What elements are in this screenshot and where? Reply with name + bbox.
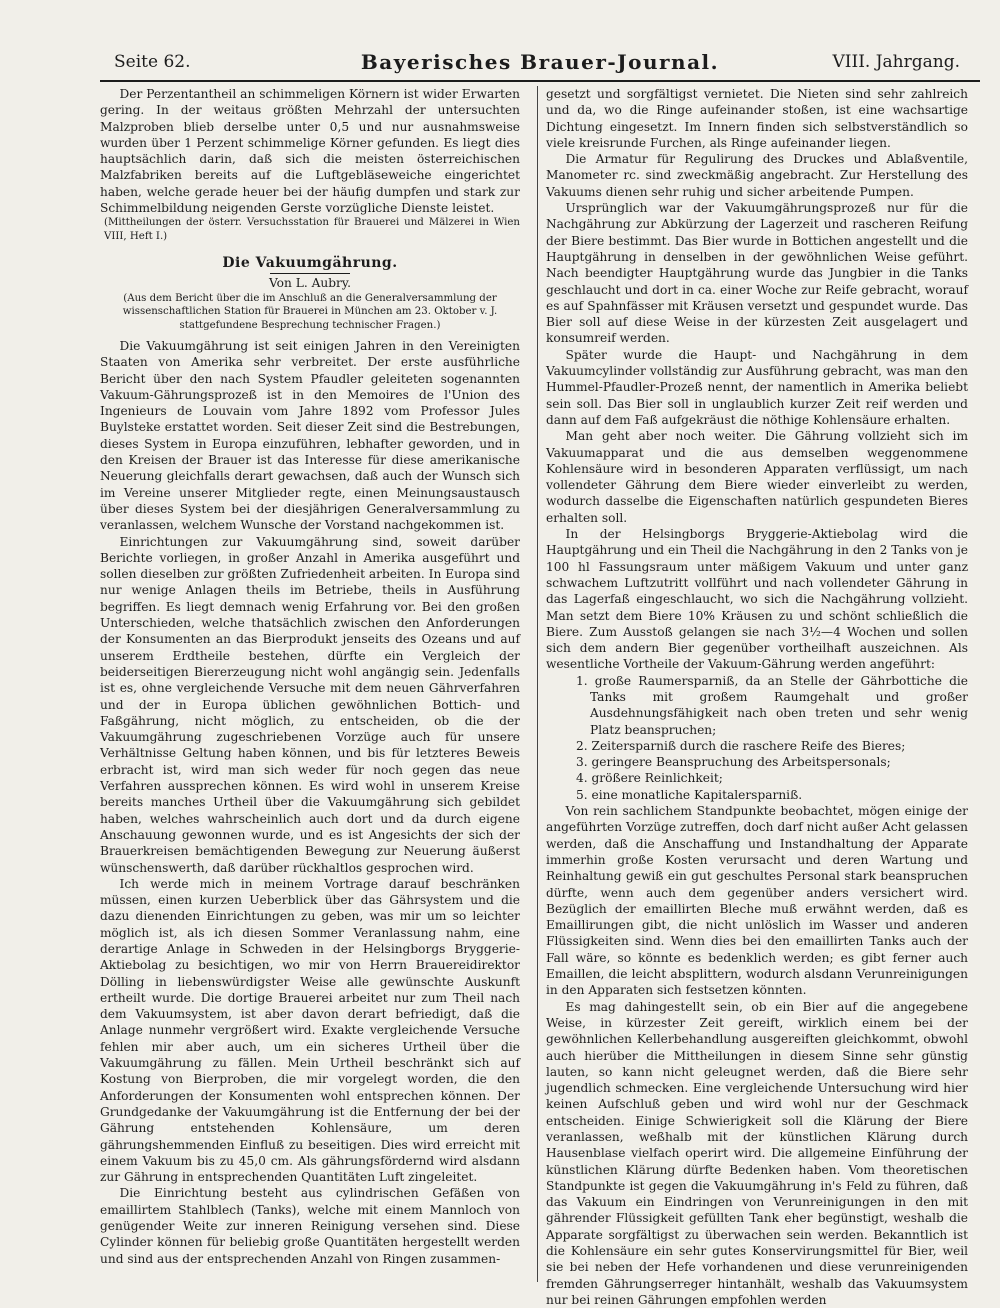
list-item: 2. Zeitersparniß durch die raschere Reife des Bieres; <box>576 738 906 753</box>
list-item: 5. eine monatliche Kapitalersparniß. <box>576 787 803 802</box>
body-paragraph: Von rein sachlichem Standpunkte beobachtet, mögen einige der angeführten Vorzüge zutreffen, doch darf nicht außer Acht gelassen werden, daß die Anschaffung und Instandhaltung der Apparate immerhin große Kosten verursacht und deren Wartung und Reinhaltung gewiß ein gut geschultes Personal stark beanspruchen dürfte, wenn auch dem gegenüber anders versichert wird. Bezüglich der emaillirten Bleche muß erwähnt werden, daß es Emaillirungen gibt, die nicht unlöslich im Wasser und anderen Flüssigkeiten sind. Wenn dies bei den emaillirten Tanks auch der Fall wäre, so könnte es bedenklich werden; es gibt ferner auch Emaillen, die leicht absplittern, wodurch alsdann Verunreinigungen in den Apparaten sich festsetzen könnten. <box>546 804 969 998</box>
body-paragraph: In der Helsingborgs Bryggerie-Aktiebolag wird die Hauptgährung und ein Theil die Nachgährung in den 2 Tanks von je 100 hl Fassungsraum unter mäßigem Vakuum und unter ganz schwachem Luftzutritt vollführt und nach vollendeter Gährung in das Lagerfaß eingeschlaucht, wo sich die Nachgährung vollzieht. Man setzt dem Biere 10% Kräusen zu und schönt schließlich die Biere. Zum Ausstoß gelangen sie nach 3½—4 Wochen und sollen sich dem andern Bier gegenüber vortheilhaft auszeichnen. Als wesentliche Vortheile der Vakuum-Gährung werden angeführt: <box>546 527 968 672</box>
body-paragraph: Einrichtungen zur Vakuumgährung sind, soweit darüber Berichte vorliegen, in großer Anzahl in Amerika ausgeführt und sollen dieselben zur größten Zufriedenheit arbeiten. In Europa sind nur wenige Anlagen theils im Betriebe, theils in Ausführung begriffen. Es liegt demnach wenig Erfahrung vor. Bei den großen Unterschieden, welche thatsächlich zwischen den Anforderungen der Konsumenten an das Bierprodukt jenseits des Ozeans und auf unserem Erdtheile bestehen, dürfte ein Vergleich der beiderseitigen Biererzeugung nicht wohl angängig sein. Jedenfalls ist es, ohne vergleichende Versuche mit dem neuen Gährverfahren und der in Europa üblichen gewöhnlichen Bottich- und Faßgährung, nicht möglich, zu entscheiden, ob die der Vakuumgährung zugeschriebenen Vorzüge auch für unsere Verhältnisse Geltung haben können, und bis für letzteres Beweis erbracht ist, wird man sich weder für noch gegen das neue Verfahren aussprechen können. Es wird wohl in unserem Kreise bereits manches Urtheil über die Vakuumgährung sich gebildet haben, welches wahrscheinlich auch dort und da durch eigene Anschauung gewonnen wurde, und es ist Angesichts der sich der Brauerkreisen bemächtigenden Bewegung zur Neuerung äußerst wünschenswerth, daß darüber rückhaltlos gesprochen wird. <box>100 534 520 875</box>
body-paragraph: gesetzt und sorgfältigst vernietet. Die Nieten sind sehr zahlreich und da, wo die Ringe aufeinander stoßen, ist eine wachsartige Dichtung eingesetzt. Im Innern finden sich selbstverständlich so viele kreisrunde Furchen, als Ringe aufeinander liegen. <box>546 87 968 150</box>
list-item: 1. große Raumersparniß, da an Stelle der Gährbottiche die Tanks mit großem Raumgehalt und großer Ausdehnungsfähigkeit nach oben treten und sehr wenig Platz beanspruchen; <box>576 673 968 737</box>
intro-paragraph: Der Perzentantheil an schimmeligen Körnern ist wider Erwarten gering. In der weitaus größten Mehrzahl der untersuchten Malzproben blieb derselbe unter 0,5 und nur ausnahmsweise wurden über 1 Perzent schimmelige Körner gefunden. Es liegt dies hauptsächlich darin, daß sich die meisten österreichischen Malzfabriken bereits auf die Luftgebläseweiche eingerichtet haben, welche gerade heuer bei der häufig dumpfen und stark zur Schimmelbildung neigenden Gerste vorzügliche Dienste leistet. <box>100 87 520 216</box>
title-rule <box>270 273 350 274</box>
source-note: (Mittheilungen der österr. Versuchsstation für Brauerei und Mälzerei in Wien VIII, Heft I.) <box>104 217 520 242</box>
journal-title: Bayerisches Brauer-Journal. <box>360 50 720 74</box>
left-column <box>100 86 520 1267</box>
right-column <box>546 86 968 1308</box>
body-paragraph: Ich werde mich in meinem Vortrage darauf beschränken müssen, einen kurzen Ueberblick über das Gährsystem und die dazu dienenden Einrichtungen zu geben, was mir um so leichter möglich ist, als ich diesen Sommer Veranlassung nahm, eine derartige Anlage in Schweden in der Helsingborgs Bryggerie-Aktiebolag zu besichtigen, wo mir von Herrn Brauereidirektor Dölling in liebenswürdigster Weise alle gewünschte Auskunft ertheilt wurde. Die dortige Brauerei arbeitet nur zum Theil nach dem Vakuumsystem, ist aber davon derart befriedigt, daß die Anlage nunmehr vergrößert wird. Exakte vergleichende Versuche fehlen mir aber auch, um ein sicheres Urtheil über die Vakuumgährung zu fällen. Mein Urtheil beschränkt sich auf Kostung von Bierproben, die mir vorgelegt worden, die den Anforderungen der Konsumenten wohl entsprechen können. Der Grundgedanke der Vakuumgährung ist die Entfernung der bei der Gährung entstehenden Kohlensäure, um deren gährungshemmenden Einfluß zu beseitigen. Dies wird erreicht mit einem Vakuum bis zu 45,0 cm. Als gährungsfördernd wird alsdann zur Gährung in entsprechenden Quantitäten Luft zingeleitet. <box>100 876 520 1185</box>
body-paragraph: Es mag dahingestellt sein, ob ein Bier auf die angegebene Weise, in kürzester Zeit gereift, wirklich einem bei der gewöhnlichen Kellerbehandlung ausgereiften gleichkommt, obwohl auch hierüber die Mittheilungen in diesem Sinne sehr günstig lauten, so kann nicht geleugnet werden, daß die Biere sehr jugendlich schmecken. Eine vergleichende Untersuchung wird hier keinen Aufschluß geben und wird wohl nur der Geschmack entscheiden. Einige Schwierigkeit soll die Klärung der Biere veranlassen, weßhalb mit der künstlichen Klärung durch Hausenblase vielfach operirt wird. Die allgemeine Einführung der künstlichen Klärung dürfte Bedenken haben. Vom theoretischen Standpunkte ist gegen die Vakuumgährung in's Feld zu führen, daß das Vakuum ein Eindringen von Verunreinigungen in den mit gährender Flüssigkeit gefüllten Tank eher begünstigt, weshalb die Apparate sorgfältigst zu überwachen sein werden. Bekanntlich ist die Kohlensäure ein sehr gutes Konservirungsmittel für Bier, weil sie bei neben der Hefe vorhandenen und diese verunreinigenden fremden Gährungserreger hintanhält, weshalb das Vakuumsystem nur bei reinen Gährungen empfohlen werden <box>546 999 968 1307</box>
volume-label: VIII. Jahrgang. <box>832 52 960 72</box>
body-paragraph: Die Armatur für Regulirung des Druckes und Ablaßventile, Manometer rc. sind zweckmäßig angebracht. Zur Herstellung des Vakuums dienen sehr ruhig und sicher arbeitende Pumpen. <box>546 152 968 199</box>
article-author: Von L. Aubry. <box>268 276 351 291</box>
page-header <box>100 52 980 78</box>
header-rule <box>100 80 980 82</box>
article-title: Die Vakuumgährung. <box>222 255 398 272</box>
body-paragraph: Ursprünglich war der Vakuumgährungsprozeß nur für die Nachgährung zur Abkürzung der Lagerzeit und rascheren Reifung der Biere bestimmt. Das Bier wurde in Bottichen angestellt und die Hauptgährung in denselben in der gewöhnlichen Weise geführt. Nach beendigter Hauptgährung wurde das Jungbier in die Tanks geschlaucht und dort in ca. einer Woche zur Reife gebracht, worauf es auf Spahnfässer mit Kräusen versetzt und gespundet wurde. Das Bier soll auf diese Weise in der kürzesten Zeit ausgelagert und konsumreif werden. <box>546 201 968 346</box>
list-item: 4. größere Reinlichkeit; <box>576 771 723 786</box>
body-paragraph: Man geht aber noch weiter. Die Gährung vollzieht sich im Vakuumapparat und die aus demselben weggenommene Kohlensäure wird in besonderen Apparaten verflüssigt, um nach vollendeter Gährung dem Biere wieder einverleibt zu werden, wodurch dasselbe die Eigenschaften natürlich gespundeten Bieres erhalten soll. <box>546 429 968 525</box>
body-paragraph: Später wurde die Haupt- und Nachgährung in dem Vakuumcylinder vollständig zur Ausführung gebracht, was man den Hummel-Pfaudler-Prozeß nennt, der namentlich in Amerika beliebt sein soll. Das Bier soll in unglaublich kurzer Zeit reif werden und dann auf dem Faß aufgekräust die nöthige Kohlensäure erhalten. <box>546 347 968 427</box>
advantages-list <box>546 673 968 803</box>
column-divider <box>537 86 538 1282</box>
article-note: (Aus dem Bericht über die im Anschluß an die Generalversammlung der wissenschaftlichen Station für Brauerei in München am 23. Oktober v. J. stattgefundene Besprechung technischer Fragen.) <box>122 292 498 331</box>
body-paragraph: Die Einrichtung besteht aus cylindrischen Gefäßen von emaillirtem Stahlblech (Tanks), welche mit einem Mannloch von genügender Weite zur inneren Reinigung versehen sind. Diese Cylinder können für beliebig große Quantitäten hergestellt werden und sind aus der entsprechenden Anzahl von Ringen zusammen- <box>100 1186 520 1266</box>
list-item: 3. geringere Beanspruchung des Arbeitspersonals; <box>576 755 891 770</box>
page-number: Seite 62. <box>114 52 191 72</box>
body-paragraph: Die Vakuumgährung ist seit einigen Jahren in den Vereinigten Staaten von Amerika sehr verbreitet. Der erste ausführliche Bericht über den nach System Pfaudler geleiteten sogenannten Vakuum-Gährungsprozeß ist in den Memoires de l'Union des Ingenieurs de Louvain vom Jahre 1892 vom Professor Jules Buylsteke erstattet worden. Seit dieser Zeit sind die Bestrebungen, dieses System in Europa einzuführen, lebhafter geworden, und in den Kreisen der Brauer ist das Interesse für diese amerikanische Neuerung gleichfalls derart gewachsen, daß auch der Wunsch sich im Vereine unserer Mitglieder regte, einen Meinungsaustausch über dieses System bei der diesjährigen Generalversammlung zu veranlassen, welchem Wunsche der Vorstand nachgekommen ist. <box>100 339 520 533</box>
